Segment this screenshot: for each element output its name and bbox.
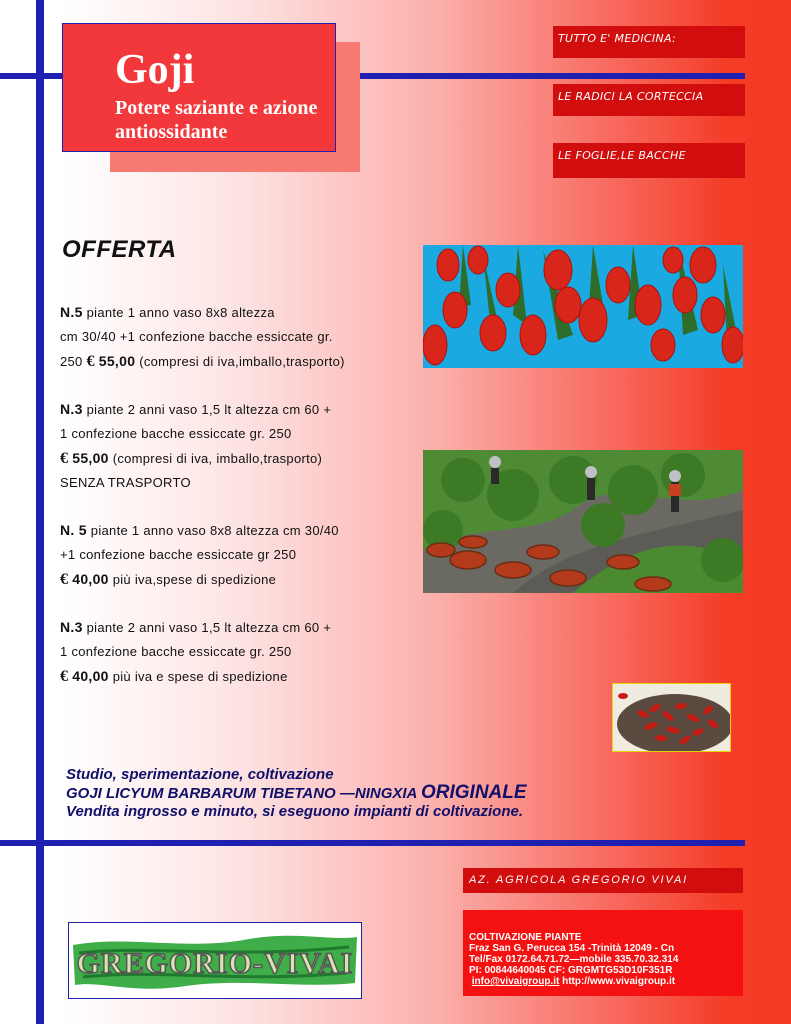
contact-line: COLTIVAZIONE PIANTE [469,932,582,943]
offer-line: (compresi di iva, imballo,trasporto) [108,451,323,466]
offer-line: piante 1 anno vaso 8x8 altezza [82,305,275,320]
offer-qty: N. 5 [60,522,87,538]
offer-line: SENZA TRASPORTO [60,475,191,490]
contact-line: Fraz San G. Perucca 154 -Trinità 12049 - Cn [469,943,675,954]
offer-line: (compresi di iva,imballo,trasporto) [135,354,345,369]
euro-sign: € [60,668,69,685]
offer-price: 55,00 [72,450,109,466]
offer-price: 40,00 [72,668,109,684]
offer-1 [60,300,420,374]
study-line-2: GOJI LICYUM BARBARUM TIBETANO —NINGXIA [66,785,421,802]
goji-field-photo [423,450,743,593]
website-link[interactable]: http://www.vivaigroup.it [559,976,676,987]
euro-sign: € [86,353,95,370]
contact-line: Tel/Fax 0172.64.71.72—mobile 335.70.32.314 [469,954,679,965]
offer-price: 40,00 [72,571,109,587]
study-originale: ORIGINALE [421,782,527,803]
offer-qty: N.3 [60,401,83,417]
logo-text: GREGORIO-VIVAI [76,947,354,980]
left-vertical-rule [36,0,44,1024]
logo-graphic [69,923,361,998]
contact-box [463,910,743,996]
offer-line: piante 2 anni vaso 1,5 lt altezza cm 60 + [82,620,332,635]
offer-line: più iva,spese di spedizione [108,572,277,587]
euro-sign: € [60,571,69,588]
offer-line: piante 2 anni vaso 1,5 lt altezza cm 60 + [82,402,332,417]
study-line-1: Studio, sperimentazione, coltivazione [66,766,334,783]
offerta-heading: OFFERTA [62,236,177,263]
goji-berries-illustration [423,245,743,368]
offer-line: +1 confezione bacche essiccate gr 250 [60,547,297,562]
page-subtitle: Potere saziante e azione antiossidante [115,97,318,143]
offer-qty: N.5 [60,304,83,320]
tag-tutto-medicina: TUTTO E' MEDICINA: [553,26,745,58]
goji-berries-photo [423,245,743,368]
company-name-tag: AZ. AGRICOLA GREGORIO VIVAI [463,868,743,893]
offer-qty: N.3 [60,619,83,635]
page-title: Goji [115,47,195,93]
offer-line: cm 30/40 +1 confezione bacche essiccate gr. [60,329,333,344]
dried-goji-illustration [613,684,730,751]
bottom-horizontal-rule [0,840,745,846]
tag-foglie-bacche: LE FOGLIE,LE BACCHE [553,143,745,178]
dried-goji-photo [612,683,731,752]
offer-2 [60,397,420,495]
company-logo [68,922,362,999]
contact-line: PI: 00844640045 CF: GRGMTG53D10F351R [469,965,673,976]
study-block [66,766,746,821]
offer-line: 1 confezione bacche essiccate gr. 250 [60,426,292,441]
offer-price: 55,00 [98,353,136,369]
euro-sign: € [60,450,69,467]
offer-4 [60,615,420,689]
offer-line: più iva e spese di spedizione [108,669,288,684]
email-link[interactable]: info@vivaigroup.it [471,976,560,987]
study-line-3: Vendita ingrosso e minuto, si eseguono impianti di coltivazione. [66,803,524,820]
tag-radici-corteccia: LE RADICI LA CORTECCIA [553,84,745,116]
offer-line: 1 confezione bacche essiccate gr. 250 [60,644,292,659]
goji-field-illustration [423,450,743,593]
offer-line: piante 1 anno vaso 8x8 altezza cm 30/40 [86,523,339,538]
offer-3 [60,518,420,592]
offer-line: 250 [60,354,87,369]
